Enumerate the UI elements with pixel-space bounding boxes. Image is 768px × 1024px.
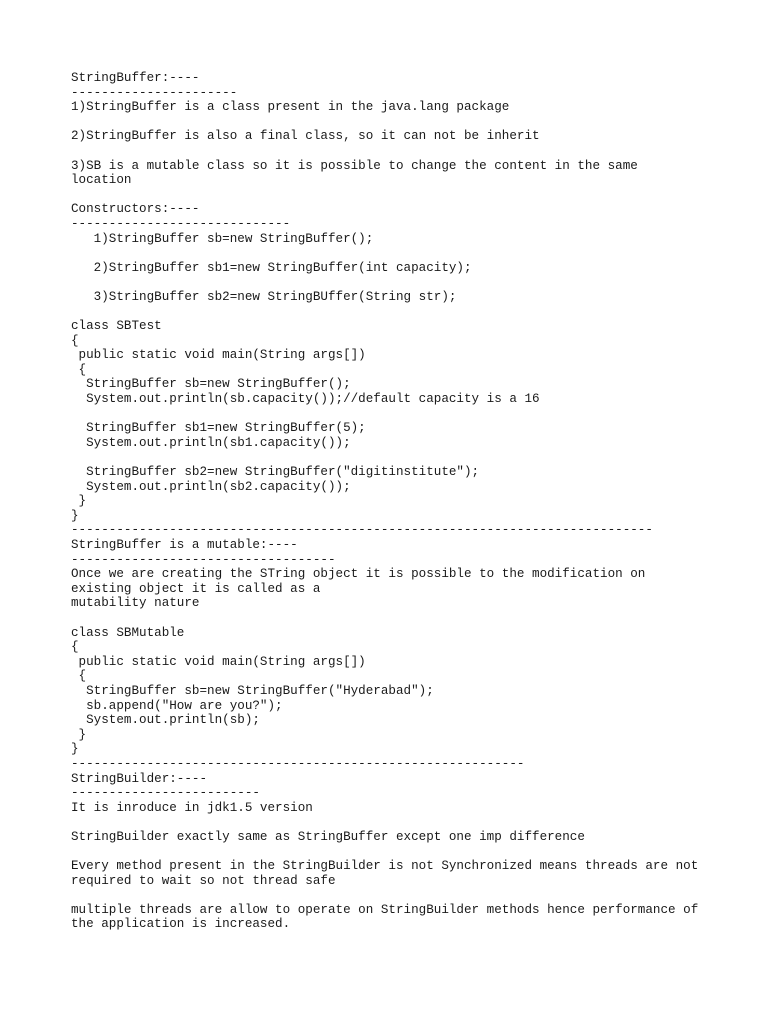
document-line: existing object it is called as a [71, 581, 321, 596]
document-line: ----------------------------------------------------------------------------- [71, 523, 653, 538]
document-line [71, 407, 751, 422]
document-line [71, 115, 751, 130]
document-line: location [71, 173, 132, 188]
document-line [71, 275, 751, 290]
document-line: Every method present in the StringBuilder is not Synchronized means threads are not [71, 859, 699, 874]
document-line: System.out.println(sb); [71, 713, 260, 728]
document-line: } [71, 742, 79, 757]
document-line: the application is increased. [71, 917, 291, 932]
document-line: { [71, 333, 79, 348]
document-line: StringBuffer sb=new StringBuffer(); [71, 377, 351, 392]
document-line: public static void main(String args[]) [71, 348, 366, 363]
document-line: sb.append("How are you?"); [71, 698, 283, 713]
document-line: StringBuilder:---- [71, 771, 208, 786]
document-line: ------------------------------------------------------------ [71, 756, 525, 771]
document-line: class SBMutable [71, 625, 185, 640]
document-line [71, 815, 751, 830]
document-line: } [71, 508, 79, 523]
document-line: 1)StringBuffer is a class present in the java.lang package [71, 100, 510, 115]
document-line [71, 611, 751, 626]
document-line: 2)StringBuffer sb1=new StringBuffer(int capacity); [71, 260, 472, 275]
document-line: StringBuilder exactly same as StringBuffer except one imp difference [71, 829, 585, 844]
document-line [71, 246, 751, 261]
document-line: ----------------------------- [71, 216, 291, 231]
document-line [71, 844, 751, 859]
document-line: class SBTest [71, 319, 162, 334]
document-line: } [71, 727, 87, 742]
document-line: System.out.println(sb2.capacity()); [71, 479, 351, 494]
document-line: 1)StringBuffer sb=new StringBuffer(); [71, 231, 374, 246]
document-line: StringBuffer:---- [71, 71, 200, 85]
document-line: 3)SB is a mutable class so it is possible to change the content in the same [71, 158, 638, 173]
document-line: Once we are creating the STring object it is possible to the modification on [71, 567, 646, 582]
document-line: StringBuffer sb2=new StringBuffer("digitinstitute"); [71, 465, 480, 480]
document-line: StringBuffer sb1=new StringBuffer(5); [71, 421, 366, 436]
document-line: public static void main(String args[]) [71, 654, 366, 669]
document-line [71, 450, 751, 465]
document-page [71, 71, 751, 932]
document-line [71, 188, 751, 203]
document-line: Constructors:---- [71, 202, 200, 217]
document-line [71, 144, 751, 159]
document-line: StringBuffer is a mutable:---- [71, 538, 298, 552]
document-line [71, 305, 751, 320]
document-line: } [71, 494, 87, 509]
document-line [71, 888, 751, 903]
document-line: multiple threads are allow to operate on StringBuilder methods hence performance of [71, 902, 699, 917]
document-line: ------------------------- [71, 786, 260, 801]
document-line: System.out.println(sb.capacity());//default capacity is a 16 [71, 392, 540, 407]
document-line: 3)StringBuffer sb2=new StringBUffer(String str); [71, 289, 457, 304]
document-line: { [71, 640, 79, 655]
document-line: It is inroduce in jdk1.5 version [71, 800, 313, 815]
document-line: { [71, 362, 87, 377]
document-line: StringBuffer sb=new StringBuffer("Hyderabad"); [71, 683, 434, 698]
document-line: ---------------------- [71, 85, 238, 100]
document-line: System.out.println(sb1.capacity()); [71, 435, 351, 450]
document-line: 2)StringBuffer is also a final class, so it can not be inherit [71, 129, 540, 144]
document-line: required to wait so not thread safe [71, 873, 336, 888]
document-line: ----------------------------------- [71, 552, 336, 567]
document-line: mutability nature [71, 596, 200, 611]
document-line: { [71, 669, 87, 684]
